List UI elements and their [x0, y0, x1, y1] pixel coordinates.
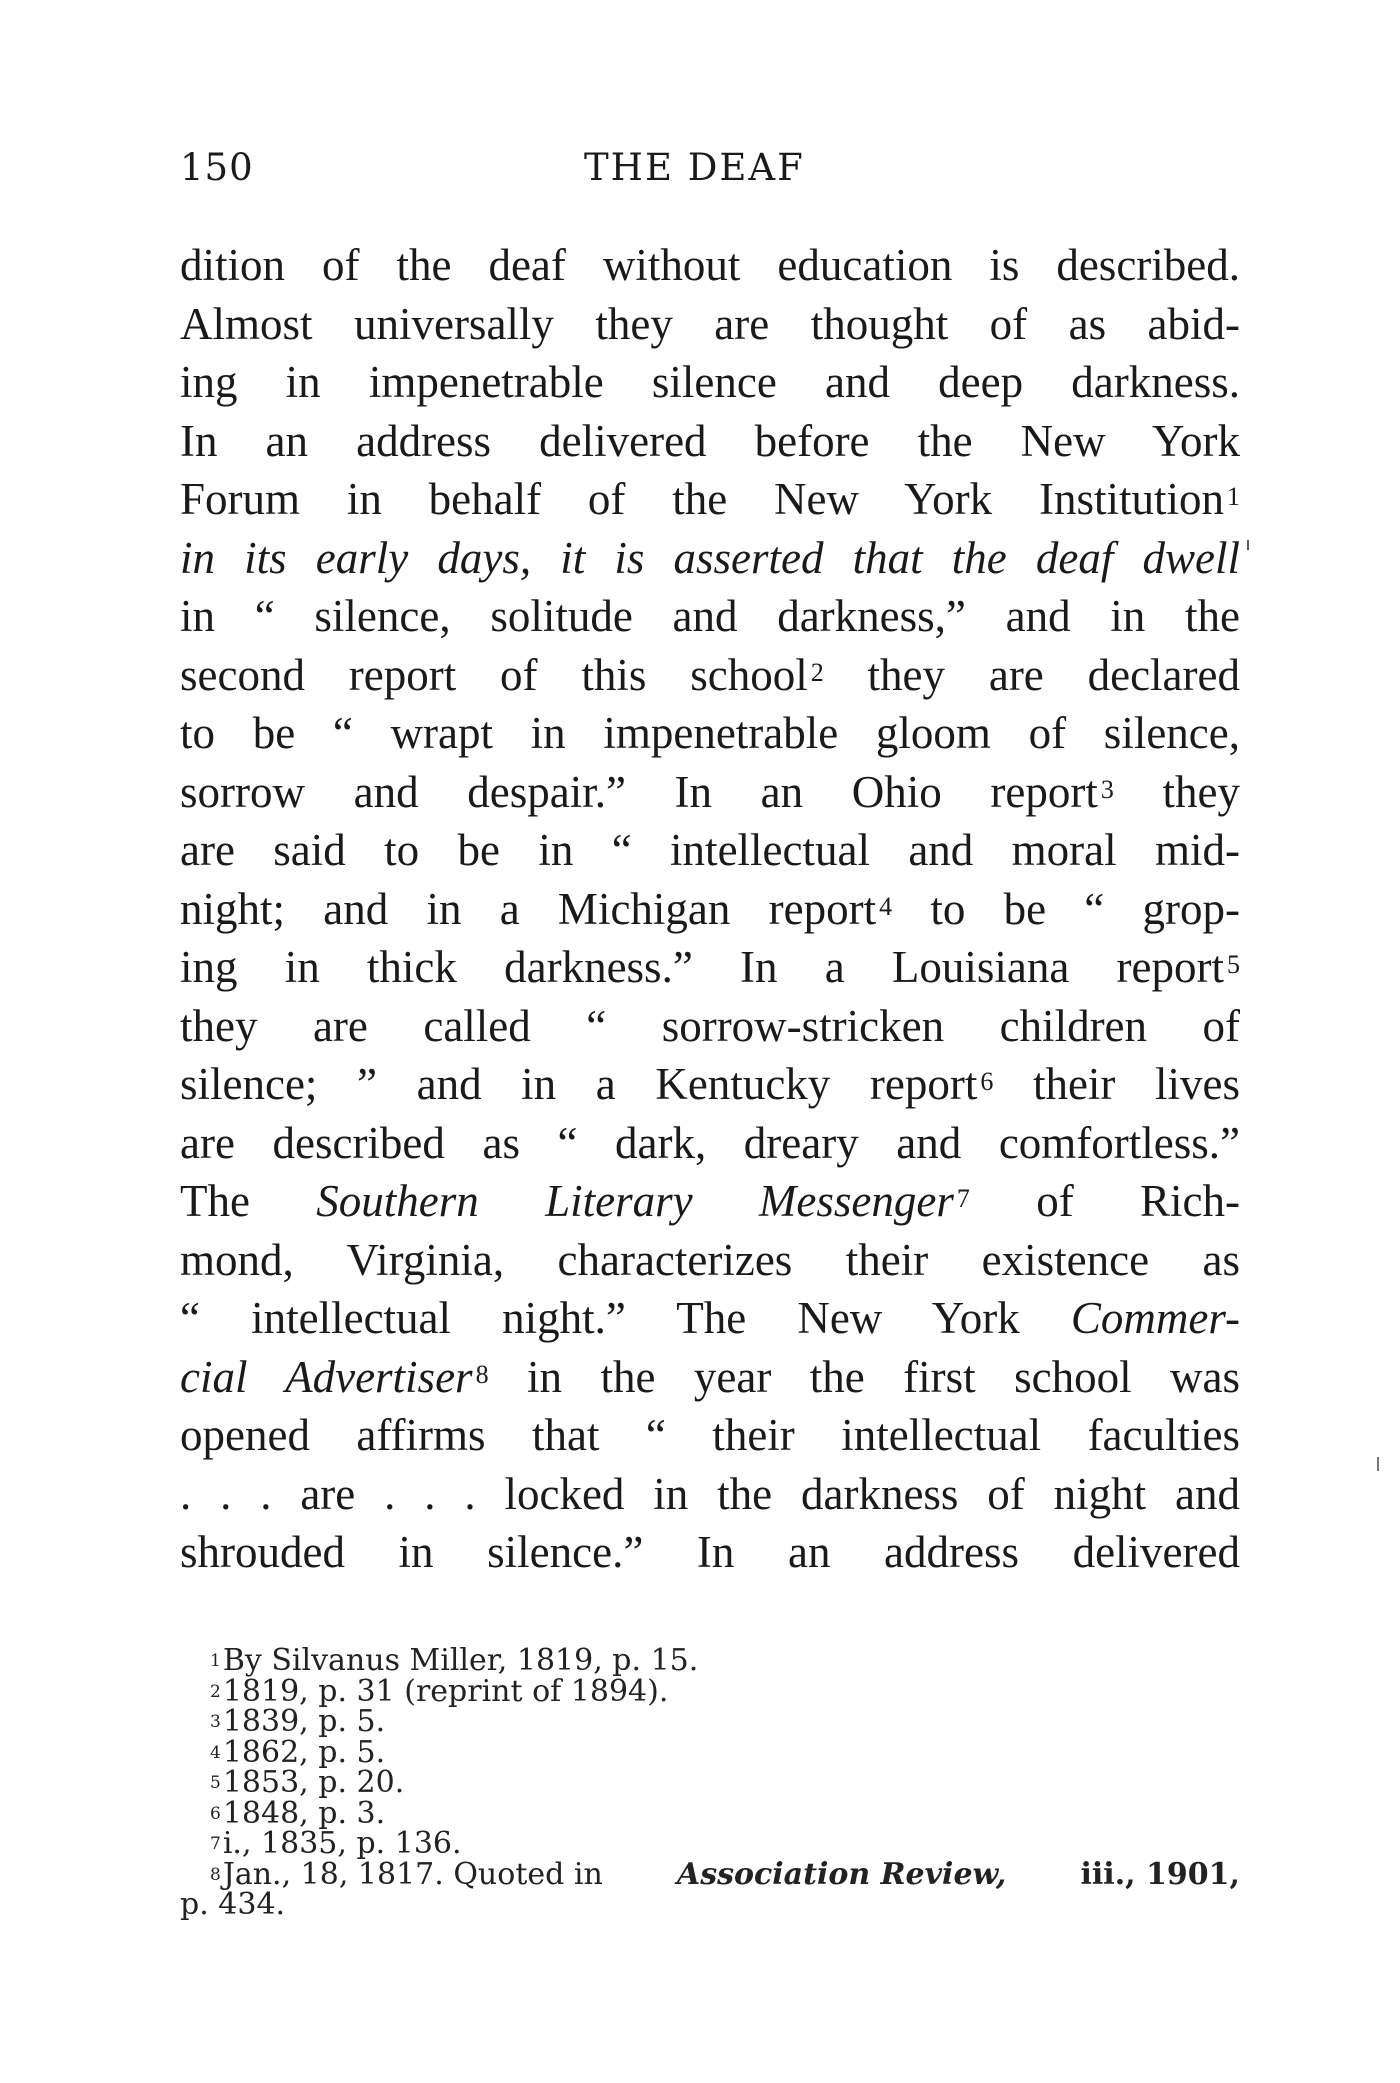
running-title: THE DEAF [584, 146, 805, 189]
text-segment: silence; ” and in a Kentucky report [180, 1059, 978, 1109]
text-line: shrouded in silence.” In an address delivered [180, 1527, 1240, 1577]
periodical-title: Southern Literary Messenger [316, 1176, 954, 1226]
text-line: ing in impenetrable silence and deep darkness. [180, 357, 1240, 407]
text-line [180, 1055, 1240, 1114]
footnote [180, 1673, 1240, 1709]
footnote-ref: 8 [475, 1359, 489, 1389]
footnotes [180, 1643, 1240, 1922]
text-segment: “ intellectual night.” The New York [180, 1293, 1020, 1343]
text-line: are described as “ dark, dreary and comfortless.” [180, 1117, 1240, 1168]
text-line: to be “ wrapt in impenetrable gloom of silence, [180, 708, 1240, 758]
footnote-ref: 5 [1227, 950, 1240, 979]
text-segment: The [180, 1176, 250, 1226]
footnote-text: Jan., 18, 1817. Quoted in [222, 1856, 603, 1892]
text-line: In an address delivered before the New York [180, 415, 1240, 466]
text-segment: Forum in behalf of the New York Institution [180, 474, 1224, 524]
footnote-ref: 3 [1100, 774, 1114, 804]
text-segment: in the year the first school was [527, 1351, 1241, 1402]
footnote [180, 1795, 1240, 1831]
footnote-continuation: p. 434. [180, 1887, 286, 1922]
footnote-ref: 6 [980, 1067, 994, 1096]
text-line: are said to be in “ intellectual and moral mid- [180, 825, 1240, 875]
footnote-ref: 2 [810, 657, 824, 687]
text-segment: night; and in a Michigan report [180, 883, 877, 934]
text-line: Almost universally they are thought of as abid- [180, 298, 1240, 349]
footnote [180, 1765, 1240, 1800]
footnote-mark: 5 [210, 1773, 221, 1793]
footnote-ref: 4 [879, 891, 893, 921]
footnote-mark: 2 [210, 1681, 221, 1702]
text-line [180, 470, 1240, 529]
text-segment: their lives [1032, 1059, 1240, 1109]
text-line: they are called “ sorrow-stricken children of [180, 1000, 1240, 1051]
footnote [180, 1856, 1240, 1892]
text-line [180, 1172, 1240, 1231]
footnote-mark: 6 [210, 1803, 221, 1824]
periodical-title: cial Advertiser [180, 1351, 473, 1402]
footnote-periodical-title: Association Review, [676, 1856, 1007, 1892]
text-line [180, 646, 1240, 705]
body-text [180, 236, 1240, 1582]
text-segment: ing in thick darkness.” In a Louisiana report [180, 942, 1224, 992]
text-line: opened affirms that “ their intellectual faculties [180, 1410, 1240, 1460]
text-segment: they are declared [867, 649, 1240, 700]
text-line [180, 1348, 1240, 1407]
footnote [180, 1704, 1240, 1739]
text-line [180, 1289, 1240, 1348]
text-line [180, 529, 1240, 588]
footnote [180, 1734, 1240, 1770]
footnote-mark: 4 [210, 1742, 221, 1763]
footnote [180, 1826, 1240, 1861]
text-line: in “ silence, solitude and darkness,” and in the [180, 591, 1240, 641]
text-segment: they [1162, 766, 1241, 817]
footnote-text: 1853, p. 20. [222, 1765, 405, 1800]
text-segment: sorrow and despair.” In an Ohio report [180, 766, 1098, 817]
page-number: 150 [180, 146, 254, 189]
periodical-title: Commer- [1070, 1293, 1240, 1343]
text-line: dition of the deaf without education is described. [180, 240, 1240, 290]
footnote-volume: iii., 1901, [1080, 1856, 1240, 1892]
text-segment: second report of this school [180, 649, 808, 700]
footnote-lead [210, 1856, 603, 1892]
footnote-mark: 3 [210, 1712, 221, 1732]
text-segment: of Rich- [1036, 1176, 1241, 1226]
text-line [180, 938, 1240, 997]
footnote-ref: 7 [956, 1184, 970, 1213]
scan-speck [1377, 1457, 1379, 1471]
text-line: . . . are . . . locked in the darkness of night and [180, 1468, 1240, 1519]
footnote-text: 1848, p. 3. [222, 1795, 386, 1831]
footnote-text: By Silvanus Miller, 1819, p. 15. [222, 1643, 699, 1678]
running-head [180, 146, 1240, 196]
text-line: mond, Virginia, characterizes their existence as [180, 1234, 1240, 1285]
footnote-mark: 1 [210, 1651, 221, 1671]
footnote-text: 1839, p. 5. [222, 1704, 386, 1739]
footnote-mark: 7 [210, 1834, 221, 1854]
text-line [180, 763, 1240, 822]
text-segment: to be “ grop- [930, 883, 1240, 934]
footnote-text: 1862, p. 5. [222, 1734, 386, 1770]
footnote-text: 1819, p. 31 (reprint of 1894). [222, 1673, 669, 1709]
footnote-ref: 1 [1227, 482, 1240, 511]
text-line [180, 880, 1240, 939]
scan-speck [1247, 540, 1249, 550]
footnote-mark: 8 [210, 1864, 221, 1885]
text-segment-italic: in its early days, it is asserted that the deaf dwell [180, 532, 1240, 583]
footnote [180, 1643, 1240, 1678]
footnote-text: i., 1835, p. 136. [222, 1826, 462, 1861]
